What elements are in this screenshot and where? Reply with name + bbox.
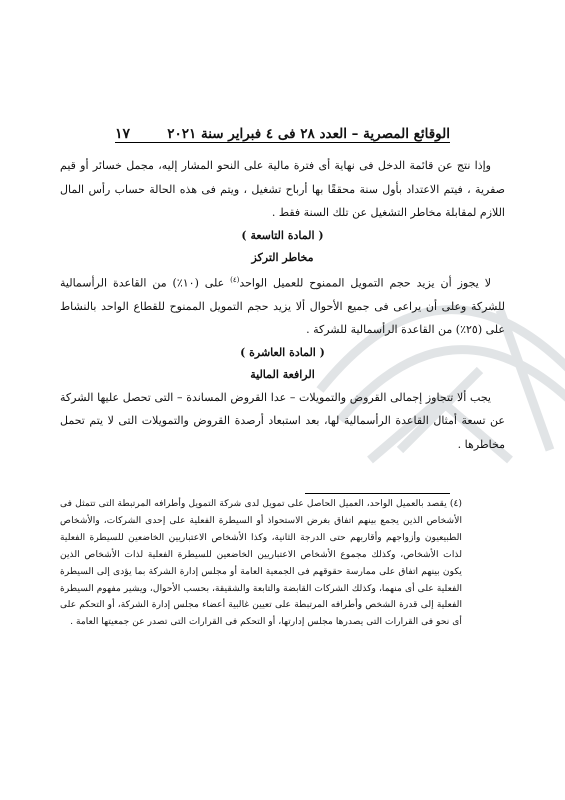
article10-heading: ( المادة العاشرة ) [240,345,325,359]
footnote-reference: (٤) [230,275,240,284]
article9-text-b: على (١٠٪) من القاعدة الرأسمالية للشركة وعلى أن يراعى فى جميع الأحوال ألا يزيد حجم التمويل الممنوح للقطاع الواحد بالنشاط على (٢٥٪) من القاعدة الرأسمالية للشركة . [60,276,505,337]
footnote-text: (٤) يقصد بالعميل الواحد، العميل الحاصل على تمويل لدى شركة التمويل وأطرافه المرتبطة التى تتمثل فى الأشخاص الذين يجمع بينهم اتفاق بغرض الاستحواذ أو السيطرة الفعلية على إحدى الشركات، والأشخاص الطبيعيون وأزواجهم وأقاربهم حتى الدرجة الثانية، وكذا الأشخاص الاعتباريين الخاضعين للسيطرة الفعلية لذات الأشخاص، وكذلك مجموع الأشخاص الاعتباريين الخاضعين للسيطرة الفعلية لذات الأشخاص الذين يكون بينهم اتفاق على ممارسة حقوقهم فى الجمعية العامة أو مجلس إدارة الشركة بما يؤدى إلى السيطرة الفعلية على أى منهما، وكذلك الشركات القابضة والتابعة والشقيقة، بحسب الأحوال، ويشير مفهوم السيطرة الفعلية إلى قدرة الشخص وأطرافه المرتبطة على تعيين غالبية أعضاء مجلس إدارة الشركة، أو التحكم على أى نحو فى القرارات التى يصدرها مجلس إدارتها، أو التحكم فى القرارات التى تصدر عن جمعيتها العامة . [60,498,462,628]
header-title: الوقائع المصرية – العدد ٢٨ فى ٤ فبراير سنة ٢٠٢١ [167,126,450,142]
page-header [115,120,450,143]
page-body [60,154,505,456]
article9-paragraph [60,269,505,342]
article10-subheading: الرافعة المالية [250,367,315,381]
paragraph-income-statement: وإذا نتج عن قائمة الدخل فى نهاية أى فترة مالية على النحو المشار إليه، مجمل خسائر أو قيم صفرية ، فيتم الاعتداد بأول سنة محققًا بها أرباح تشغيل ، ويتم فى هذه الحالة حساب رأس المال اللازم لمقابلة مخاطر التشغيل عن تلك السنة فقط . [60,159,505,219]
article9-subheading: مخاطر التركز [251,250,314,264]
page-number: ١٧ [115,126,131,142]
footnote [60,496,462,631]
article10-paragraph: يجب ألا تتجاوز إجمالى القروض والتمويلات – عدا القروض المساندة – التى تحصل عليها الشركة عن تسعة أمثال القاعدة الرأسمالية لها، بعد استبعاد أرصدة القروض والتمويلات التى لا يتم تحمل مخاطرها . [60,390,505,451]
footnote-divider [305,493,450,494]
article9-heading: ( المادة التاسعة ) [241,228,324,242]
article9-text-a: لا يجوز أن يزيد حجم التمويل الممنوح للعميل الواحد [239,276,491,290]
